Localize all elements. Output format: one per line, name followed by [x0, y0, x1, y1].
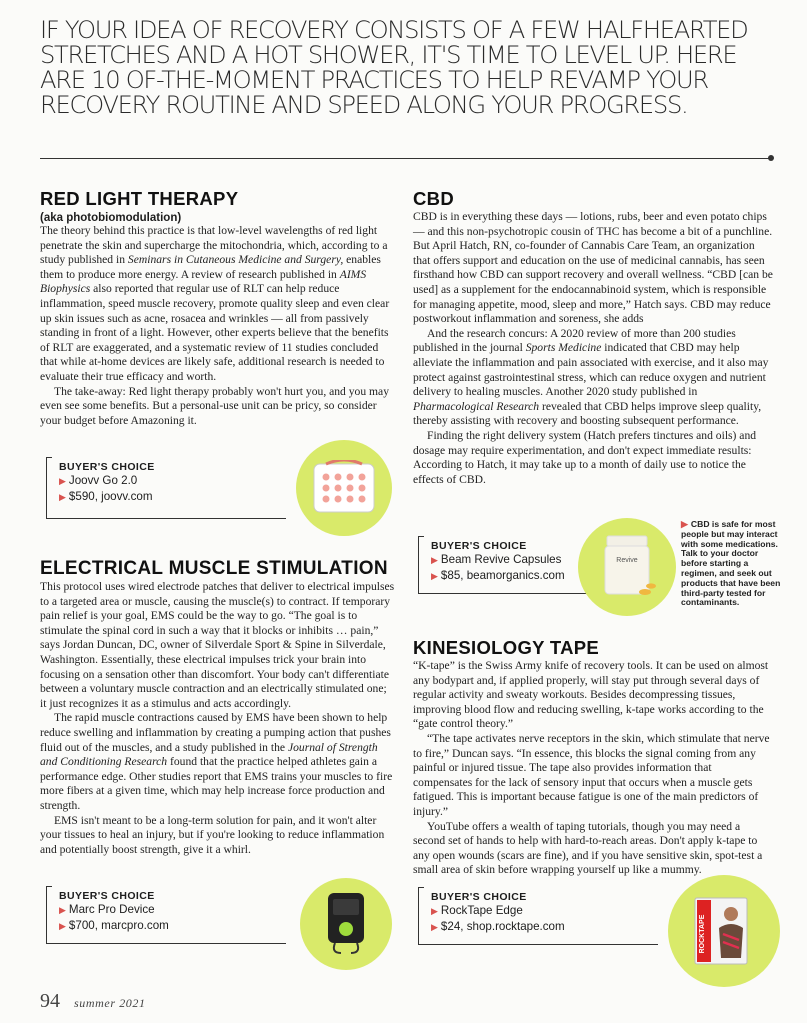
- arrow-icon: ▶: [431, 906, 438, 916]
- buyers-choice-label: BUYER'S CHOICE: [59, 461, 155, 473]
- buyers-choice-label: BUYER'S CHOICE: [431, 891, 527, 903]
- product-name: ▶ Beam Revive Capsules: [431, 553, 562, 566]
- kinesiology-paragraph-2: “The tape activates nerve receptors in the skin, which stimulate that nerve to fire,” Duncan says. “In essence, this blocks the signal coming from any painful or injured tissue. The tape also provides information that compensates for the lack of sensory input that occurs when a muscle gets fatigued. This is important because fatigue is one of the main predictors of injury.”: [413, 731, 770, 818]
- ems-buyers-choice: [46, 886, 289, 944]
- arrow-icon: ▶: [431, 571, 438, 581]
- product-name: ▶ Joovv Go 2.0: [59, 474, 138, 487]
- issue-date: summer 2021: [74, 996, 146, 1010]
- ems-device-icon: [321, 891, 371, 957]
- ems-title: ELECTRICAL MUSCLE STIMULATION: [40, 558, 388, 579]
- buyers-choice-label: BUYER'S CHOICE: [59, 890, 155, 902]
- product-name: ▶ Marc Pro Device: [59, 903, 155, 916]
- kinesiology-section: [413, 637, 773, 878]
- arrow-icon: ▶: [59, 921, 66, 931]
- red-light-buyers-choice: [46, 457, 289, 519]
- kinesiology-paragraph-3: YouTube offers a wealth of taping tutorials, though you may need a second set of hands to help with hard-to-reach areas. Don't apply k-tape to any open wounds (scars are fine), and if you have sensitive skin, spot-test a small area of skin before wrapping yourself up like a mummy.: [413, 819, 763, 877]
- product-price: ▶ $85, beamorganics.com: [431, 569, 565, 582]
- arrow-icon: ▶: [59, 476, 66, 486]
- ems-paragraph-3: EMS isn't meant to be a long-term solution for pain, and it won't alter your tissues to heal an injury, but if you're looking to reduce inflammation and potentially boost strength, give it a whirl.: [40, 813, 385, 856]
- arrow-icon: ▶: [431, 555, 438, 565]
- cbd-section: [413, 188, 773, 487]
- capsule-jar-icon: [597, 534, 657, 600]
- red-light-paragraph-2: The take-away: Red light therapy probably won't hurt you, and you may even see some benefits. But a personal-use unit can be pricy, so consider your budget before Amazoning it.: [40, 384, 390, 427]
- product-price: ▶ $590, joovv.com: [59, 490, 153, 503]
- product-price: ▶ $24, shop.rocktape.com: [431, 920, 565, 933]
- box-label: ROCKTAPE: [699, 914, 706, 954]
- rocktape-image: [668, 875, 780, 987]
- red-light-paragraph-1: The theory behind this practice is that low-level wavelengths of red light penetrate the skin and supercharge the mitochondria, which, according to a study published in Seminars in Cutaneous Medicine and Surgery, enables them to produce more energy. A review of research published in AIMS Biophysics also reported that regular use of RLT can help reduce inflammation, speed muscle recovery, promote quality sleep and even clear up skin issues such as acne, rosacea and wrinkles — all from passively standing in front of a light. However, other experts believe that the benefits of RLT are exaggerated, and a systematic review of 11 studies concluded that while at-home devices are likely safe, additional research is needed to evaluate their true efficacy and worth.: [40, 224, 390, 383]
- ems-device-image: [300, 878, 392, 970]
- red-light-subtitle: (aka photobiomodulation): [40, 212, 182, 224]
- arrow-icon: ▶: [431, 922, 438, 932]
- section-divider: [40, 158, 770, 159]
- arrow-icon: ▶: [59, 492, 66, 502]
- ems-paragraph-1: This protocol uses wired electrode patches that deliver to electrical impulses to a targeted area or muscle, causing the muscle(s) to contract. If temporary pain relief is your goal, EMS could be the way to go. “The goal is to stimulate the spinal cord in such a way that it blocks or inhibits … pain,” says Jordan Duncan, DC, owner of Silverdale Sport & Spine in Silverdale, Washington. Essentially, these electrical impulses trick your brain into focusing on a sensation other than discomfort. Your body can't differentiate between a voluntary muscle contraction and an electrically stimulated one; it just recognizes it as a stimulus and acts accordingly.: [40, 580, 395, 710]
- arrow-icon: ▶: [59, 905, 66, 915]
- tape-box-icon: [689, 894, 759, 968]
- red-light-panel-icon: [312, 460, 376, 516]
- red-light-section: [40, 188, 395, 428]
- cbd-title: CBD: [413, 188, 454, 209]
- cbd-safety-note: ▶ CBD is safe for most people but may interact with some medications. Talk to your doctor before starting a regimen, and seek out products that have been third-party tested for contaminants.: [681, 519, 781, 608]
- product-name: ▶ RockTape Edge: [431, 904, 523, 917]
- buyers-choice-label: BUYER'S CHOICE: [431, 540, 527, 552]
- product-price: ▶ $700, marcpro.com: [59, 919, 169, 932]
- kinesiology-title: KINESIOLOGY TAPE: [413, 637, 600, 658]
- ems-paragraph-2: The rapid muscle contractions caused by EMS have been shown to help reduce swelling and inflammation by creating a pumping action that pushes fluid out of the muscles, and a study published in the Journal of Strength and Conditioning Research found that the practice helped athletes gain a performance edge. Other studies report that EMS trains your muscles to fire more fibers at a given time, which may help increase force production and strength.: [40, 711, 393, 812]
- cbd-paragraph-3: Finding the right delivery system (Hatch prefers tinctures and oils) and dosage may require experimentation, and don't expect immediate results: According to Hatch, it may take up to a month of daily use to notice the effects of CBD.: [413, 428, 757, 486]
- page-number: 94: [40, 990, 60, 1012]
- cbd-paragraph-2: And the research concurs: A 2020 review of more than 200 studies published in the journal Sports Medicine indicated that CBD may help alleviate the inflammation and pain associated with exercise, and it also may protect against gastrointestinal stress, which can reduce oxygen and nutrient delivery to healing muscles. Another 2020 study published in Pharmacological Research revealed that CBD helps improve sleep quality, thereby assisting with recovery and boosting subsequent performance.: [413, 326, 769, 428]
- kinesiology-paragraph-1: “K-tape” is the Swiss Army knife of recovery tools. It can be used on almost any bodypart and, if applied properly, will stay put through several days of regular activity and sweaty workouts. Besides decompressing tissues, improving blood flow and reducing swelling, k-tape works according to the “gate control theory.”: [413, 659, 769, 731]
- cbd-paragraph-1: CBD is in everything these days — lotions, rubs, beer and even potato chips — and this non-psychotropic cousin of THC has become a bit of a punchline. But April Hatch, RN, co-founder of Cannabis Care Team, an organization that offers support and education on the use of medicinal cannabis, has seen firsthand how CBD can support recovery and overall wellness. “CBD [can be used] as a supplement for the endocannabinoid system, which is responsible for managing appetite, mood, sleep and more,” Hatch says. CBD may reduce postworkout inflammation and soreness, she adds: [413, 210, 773, 326]
- page-footer: [40, 990, 146, 1013]
- kinesiology-buyers-choice: [418, 887, 661, 945]
- red-light-device-image: [296, 440, 392, 536]
- cbd-buyers-choice: [418, 536, 591, 594]
- jar-label: Revive: [616, 557, 638, 564]
- ems-section: [40, 558, 395, 857]
- cbd-capsules-image: [578, 518, 676, 616]
- red-light-title: RED LIGHT THERAPY: [40, 188, 239, 209]
- intro-headline: IF YOUR IDEA OF RECOVERY CONSISTS OF A FEW HALFHEARTED STRETCHES AND A HOT SHOWER, IT'S TIME TO LEVEL UP. HERE ARE 10 OF-THE-MOMENT PRACTICES TO HELP REVAMP YOUR RECOVERY ROUTINE AND SPEED ALONG YOUR PROGRESS.: [40, 16, 748, 119]
- arrow-icon: ▶: [681, 519, 688, 529]
